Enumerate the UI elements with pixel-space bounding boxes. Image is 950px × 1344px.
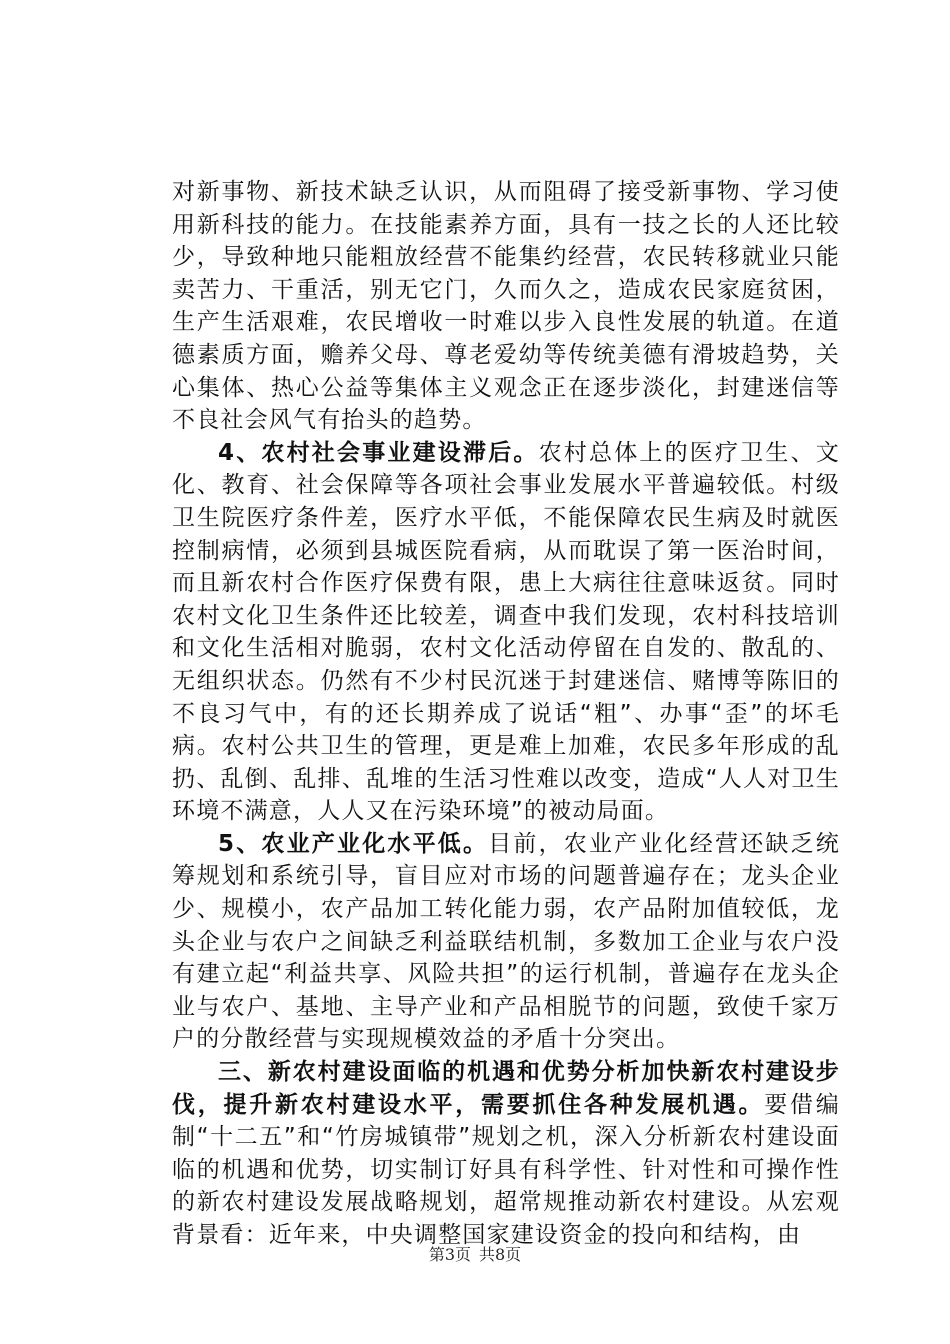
paragraph-1 [172, 176, 840, 437]
paragraph-4-text: 要借编制“十二五”和“竹房城镇带”规划之机，深入分析新农村建设面临的机遇和优势，切实制订好具有科学性、针对性和可操作性的新农村建设发展战略规划，超常规推动新农村建设。从宏观背景看：近年来，中央调整国家建设资金的投向和结构，由 [172, 1091, 840, 1248]
paragraph-2-heading: 4、农村社会事业建设滞后。 [218, 439, 539, 466]
paragraph-3-heading: 5、农业产业化水平低。 [218, 830, 489, 857]
paragraph-3-text: 目前，农业产业化经营还缺乏统筹规划和系统引导，盲目应对市场的问题普遍存在；龙头企业少、规模小，农产品加工转化能力弱，农产品附加值较低，龙头企业与农户之间缺乏利益联结机制，多数加工企业与农户没有建立起“利益共享、风险共担”的运行机制，普遍存在龙头企业与农户、基地、主导产业和产品相脱节的问题，致使千家万户的分散经营与实现规模效益的矛盾十分突出。 [172, 830, 840, 1053]
page-number: 第3页 [428, 1245, 471, 1264]
paragraph-1-text: 对新事物、新技术缺乏认识，从而阻碍了接受新事物、学习使用新科技的能力。在技能素养方面，具有一技之长的人还比较少，导致种地只能粗放经营不能集约经营，农民转移就业只能卖苦力、干重活，别无它门，久而久之，造成农民家庭贫困，生产生活艰难，农民增收一时难以步入良性发展的轨道。在道德素质方面，赡养父母、尊老爱幼等传统美德有滑坡趋势，关心集体、热心公益等集体主义观念正在逐步淡化，封建迷信等不良社会风气有抬头的趋势。 [172, 179, 840, 434]
document-body [172, 176, 840, 1252]
page-total: 共8页 [479, 1245, 522, 1264]
paragraph-4-heading: 三、新农村建设面临的机遇和优势分析加快新农村建设步伐，提升新农村建设水平，需要抓住各种发展机遇。 [172, 1059, 840, 1118]
paragraph-2-text: 农村总体上的医疗卫生、文化、教育、社会保障等各项社会事业发展水平普遍较低。村级卫生院医疗条件差，医疗水平低，不能保障农民生病及时就医控制病情，必须到县城医院看病，从而耽误了第一医治时间，而且新农村合作医疗保费有限，患上大病往往意味返贫。同时农村文化卫生条件还比较差，调查中我们发现，农村科技培训和文化生活相对脆弱，农村文化活动停留在自发的、散乱的、无组织状态。仍然有不少村民沉迷于封建迷信、赌博等陈旧的不良习气中，有的还长期养成了说话“粗”、办事“歪”的坏毛病。农村公共卫生的管理，更是难上加难，农民多年形成的乱扔、乱倒、乱排、乱堆的生活习性难以改变，造成“人人对卫生环境不满意，人人又在污染环境”的被动局面。 [172, 439, 841, 825]
paragraph-4 [172, 1056, 840, 1252]
page-footer [0, 1242, 950, 1265]
paragraph-2 [172, 437, 840, 828]
paragraph-3 [172, 828, 840, 1056]
